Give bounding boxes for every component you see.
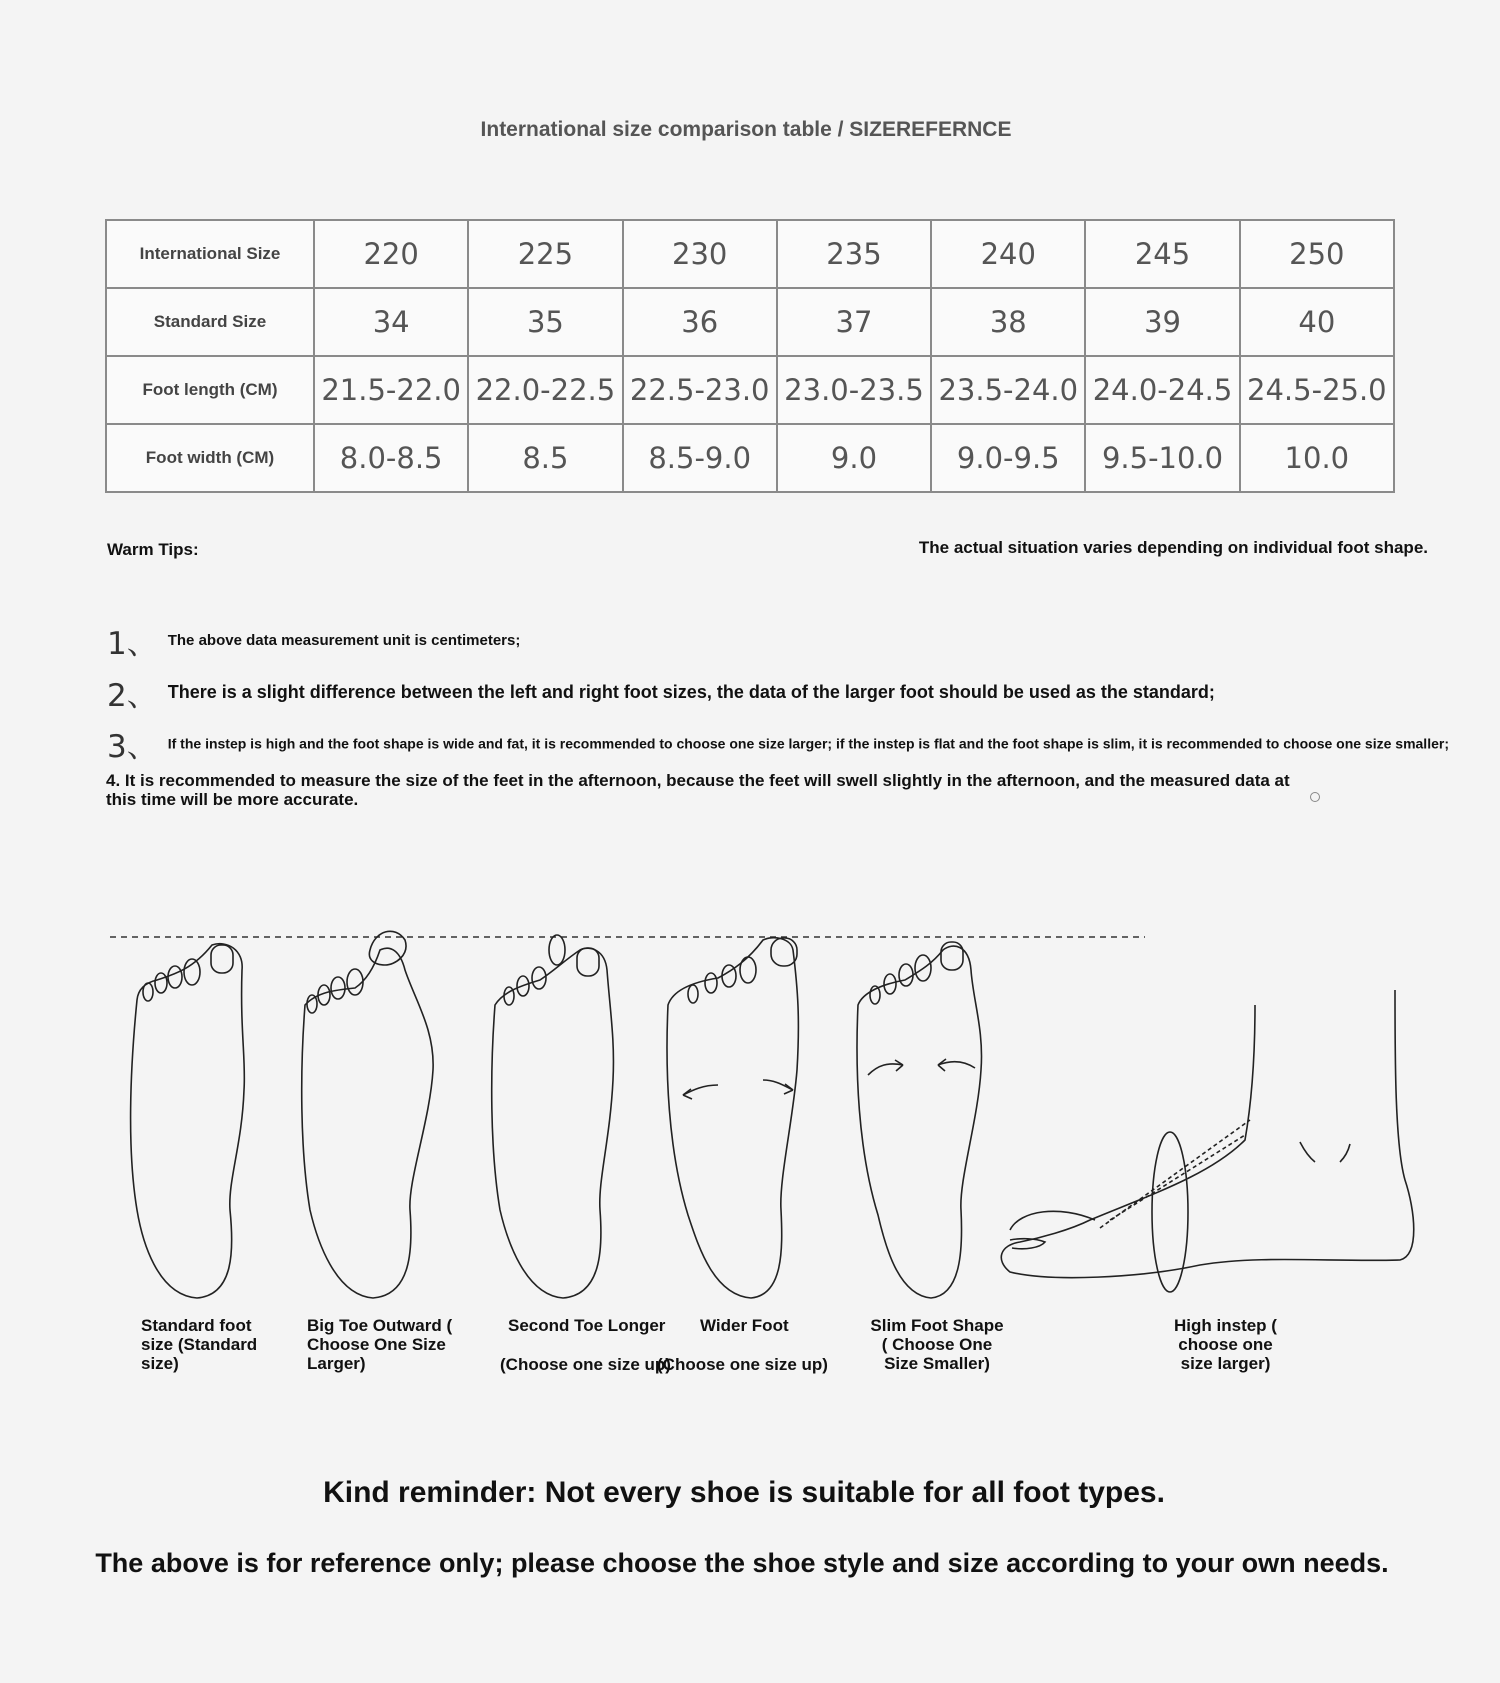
table-cell: 10.0 <box>1240 424 1394 492</box>
tip-text: The above data measurement unit is centimeters; <box>167 632 521 649</box>
kind-reminder: Kind reminder: Not every shoe is suitable for all foot types. <box>323 1476 1165 1509</box>
standard-foot-icon <box>131 944 245 1298</box>
tip-number: 1、 <box>107 626 158 662</box>
table-cell: 250 <box>1240 220 1394 288</box>
circle-mark-icon <box>1310 792 1320 802</box>
wider-foot-icon <box>667 938 798 1298</box>
table-row <box>106 220 1394 288</box>
table-cell: 39 <box>1085 288 1239 356</box>
tip-number: 2、 <box>107 678 158 714</box>
warm-tips-heading: Warm Tips: <box>107 540 199 559</box>
caption-wider-foot: Wider Foot <box>700 1316 789 1335</box>
high-instep-foot-icon <box>1001 990 1413 1292</box>
reference-note: The above is for reference only; please choose the shoe style and size according to your own needs. <box>95 1548 1389 1578</box>
second-toe-longer-icon <box>492 935 614 1298</box>
tip-3 <box>107 721 1449 766</box>
table-cell: 225 <box>468 220 622 288</box>
caption-high-instep: High instep ( choose one size larger) <box>1174 1316 1277 1373</box>
table-cell: 24.0-24.5 <box>1085 356 1239 424</box>
table-cell: 21.5-22.0 <box>314 356 468 424</box>
foot-shape-note: The actual situation varies depending on individual foot shape. <box>918 538 1428 557</box>
tip-number: 3、 <box>107 729 158 765</box>
tip-4: 4. It is recommended to measure the size of the feet in the afternoon, because the feet will swell slightly in the afternoon, and the measured data at this time will be more accurate. <box>106 771 1290 809</box>
table-cell: 24.5-25.0 <box>1240 356 1394 424</box>
big-toe-outward-icon <box>302 931 433 1298</box>
table-cell: 220 <box>314 220 468 288</box>
caption-slim-foot: Slim Foot Shape ( Choose One Size Smaller) <box>870 1316 1004 1373</box>
table-cell: 235 <box>777 220 931 288</box>
tip-1 <box>107 618 520 663</box>
table-cell: 240 <box>931 220 1085 288</box>
table-cell: 9.0 <box>777 424 931 492</box>
table-cell: 8.5 <box>468 424 622 492</box>
table-cell: 23.0-23.5 <box>777 356 931 424</box>
caption-standard-foot: Standard foot size (Standard size) <box>141 1316 258 1373</box>
table-row <box>106 356 1394 424</box>
row-header: Foot length (CM) <box>106 356 314 424</box>
slim-foot-icon <box>857 942 982 1298</box>
table-cell: 8.0-8.5 <box>314 424 468 492</box>
table-cell: 245 <box>1085 220 1239 288</box>
tip-2 <box>107 670 1215 715</box>
table-cell: 22.0-22.5 <box>468 356 622 424</box>
foot-type-illustrations <box>0 920 1500 1320</box>
caption-big-toe-outward: Big Toe Outward ( Choose One Size Larger) <box>307 1316 453 1373</box>
table-cell: 35 <box>468 288 622 356</box>
caption-wider-foot-sub: (Choose one size up) <box>657 1355 828 1374</box>
table-cell: 34 <box>314 288 468 356</box>
size-comparison-table <box>105 219 1395 493</box>
caption-second-toe-longer-sub: (Choose one size up) <box>500 1355 671 1374</box>
table-cell: 23.5-24.0 <box>931 356 1085 424</box>
table-cell: 22.5-23.0 <box>623 356 777 424</box>
table-cell: 38 <box>931 288 1085 356</box>
tip-text: If the instep is high and the foot shape is wide and fat, it is recommended to choose one size larger; if the instep is flat and the foot shape is slim, it is recommended to choose one size smaller; <box>167 735 1449 752</box>
row-header: Standard Size <box>106 288 314 356</box>
page-title: International size comparison table / SIZEREFERNCE <box>480 118 1012 141</box>
table-row <box>106 424 1394 492</box>
table-cell: 40 <box>1240 288 1394 356</box>
row-header: International Size <box>106 220 314 288</box>
tip-text: There is a slight difference between the left and right foot sizes, the data of the larger foot should be used as the standard; <box>167 682 1215 702</box>
table-cell: 8.5-9.0 <box>623 424 777 492</box>
table-cell: 230 <box>623 220 777 288</box>
table-cell: 37 <box>777 288 931 356</box>
row-header: Foot width (CM) <box>106 424 314 492</box>
table-cell: 36 <box>623 288 777 356</box>
table-cell: 9.0-9.5 <box>931 424 1085 492</box>
caption-second-toe-longer: Second Toe Longer <box>508 1316 666 1335</box>
table-cell: 9.5-10.0 <box>1085 424 1239 492</box>
table-row <box>106 288 1394 356</box>
